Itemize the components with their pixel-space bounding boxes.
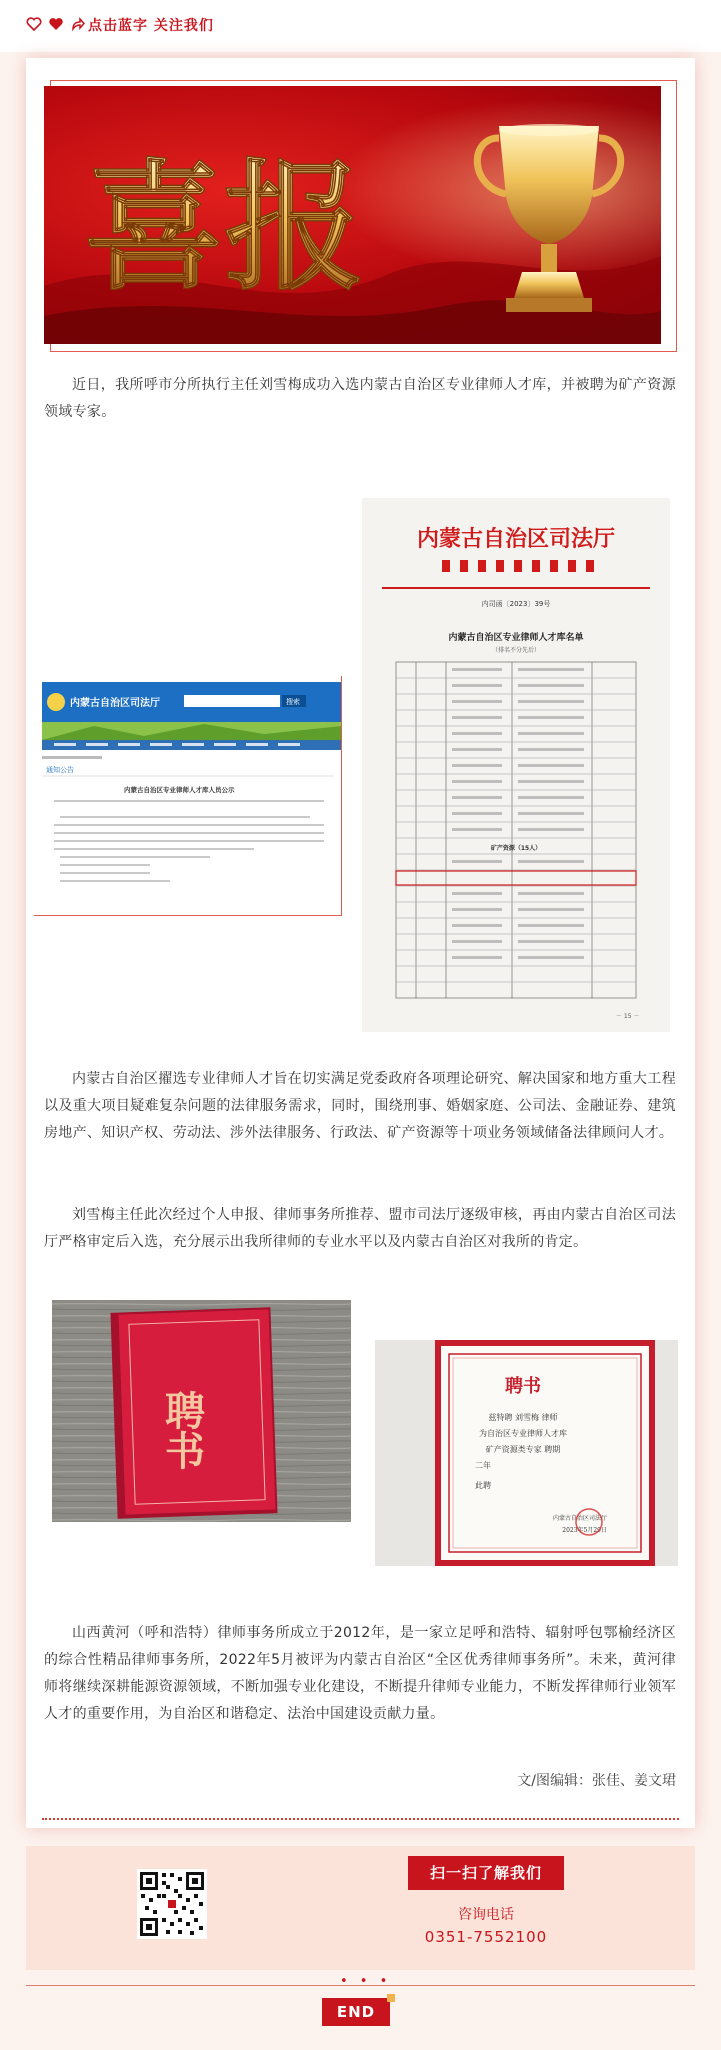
footer-panel bbox=[26, 1846, 695, 1970]
cert-title: 聘书 bbox=[505, 1376, 541, 1397]
official-list-image bbox=[362, 498, 670, 1032]
cover-title: 聘书 bbox=[158, 1390, 206, 1470]
notice-section: 通知公告 bbox=[46, 766, 74, 774]
heart-outline-icon[interactable] bbox=[26, 16, 42, 32]
certificate-cover-image bbox=[52, 1300, 351, 1522]
list-header: 内蒙古自治区司法厅 bbox=[416, 526, 616, 552]
list-section: 矿产资源（15人） bbox=[490, 845, 542, 852]
qr-code-image[interactable] bbox=[137, 1869, 207, 1939]
article-paragraph-2: 内蒙古自治区擢选专业律师人才旨在切实满足党委政府各项理论研究、解决国家和地方重大工程以及重大项目疑难复杂问题的法律服务需求，同时，围绕刑事、婚姻家庭、公司法、金融证券、建筑房地产、知识产权、劳动法、涉外法律服务、行政法、矿产资源等十项业务领域储备法律顾问人才。 bbox=[44, 1071, 676, 1141]
search-button: 搜索 bbox=[286, 698, 300, 706]
editor-byline: 文/图编辑：张佳、姜文珺 bbox=[517, 1773, 676, 1789]
doc-number: 内司函〔2023〕39号 bbox=[481, 600, 551, 608]
website-title: 内蒙古自治区司法厅 bbox=[70, 698, 160, 709]
cert-line-5: 此聘 bbox=[475, 1481, 491, 1490]
list-subtitle: （排名不分先后） bbox=[491, 647, 541, 654]
follow-icons bbox=[26, 16, 86, 32]
cert-issuer: 内蒙古自治区司法厅 bbox=[552, 1515, 607, 1522]
dotted-divider bbox=[42, 1818, 679, 1820]
end-badge: END bbox=[322, 1998, 390, 2026]
contact-phone[interactable]: 0351-7552100 bbox=[424, 1928, 548, 1946]
follow-link[interactable]: 点击蓝字 关注我们 bbox=[88, 18, 214, 34]
banner-headline: 喜报 bbox=[84, 146, 365, 310]
article-paragraph-3: 刘雪梅主任此次经过个人申报、律师事务所推荐、盟市司法厅逐级审核，再由内蒙古自治区司法厅严格审定后入选，充分展示出我所律师的专业水平以及内蒙古自治区对我所的肯定。 bbox=[44, 1207, 676, 1250]
article-paragraph-4: 山西黄河（呼和浩特）律师事务所成立于2012年，是一家立足呼和浩特、辐射呼包鄂榆经济区的综合性精品律师事务所，2022年5月被评为内蒙古自治区“全区优秀律师事务所”。未来，黄河律师将继续深耕能源资源领域，不断加强专业化建设，不断提升律师专业能力，不断发挥律师行业领军人才的重要作用，为自治区和谐稳定、法治中国建设贡献力量。 bbox=[44, 1625, 676, 1722]
notice-title: 内蒙古自治区专业律师人才库人员公示 bbox=[124, 786, 235, 794]
cert-date: 2023年5月29日 bbox=[562, 1527, 607, 1534]
cert-line-1: 兹特聘 刘雪梅 律师 bbox=[488, 1413, 558, 1422]
banner-image bbox=[44, 86, 661, 344]
footer-dots: • • • bbox=[340, 1974, 392, 1989]
article-paragraph-1: 近日，我所呼市分所执行主任刘雪梅成功入选内蒙古自治区专业律师人才库，并被聘为矿产资源领域专家。 bbox=[44, 377, 676, 420]
certificate-inner-image bbox=[375, 1340, 678, 1566]
scan-to-learn-button[interactable]: 扫一扫了解我们 bbox=[408, 1856, 564, 1890]
list-title: 内蒙古自治区专业律师人才库名单 bbox=[448, 633, 584, 643]
top-bar bbox=[0, 0, 721, 52]
website-screenshot-image bbox=[34, 676, 342, 916]
page-mark: － 15 － bbox=[616, 1013, 640, 1020]
share-icon[interactable] bbox=[70, 16, 86, 32]
cert-line-4: 二年 bbox=[475, 1461, 491, 1470]
banner-graphic bbox=[44, 86, 661, 344]
cert-line-2: 为自治区专业律师人才库 bbox=[479, 1429, 567, 1438]
cert-line-3: 矿产资源类专家 聘期 bbox=[485, 1445, 561, 1454]
heart-icon[interactable] bbox=[48, 16, 64, 32]
contact-label: 咨询电话 bbox=[458, 1907, 514, 1923]
end-corner-decoration bbox=[387, 1994, 395, 2002]
